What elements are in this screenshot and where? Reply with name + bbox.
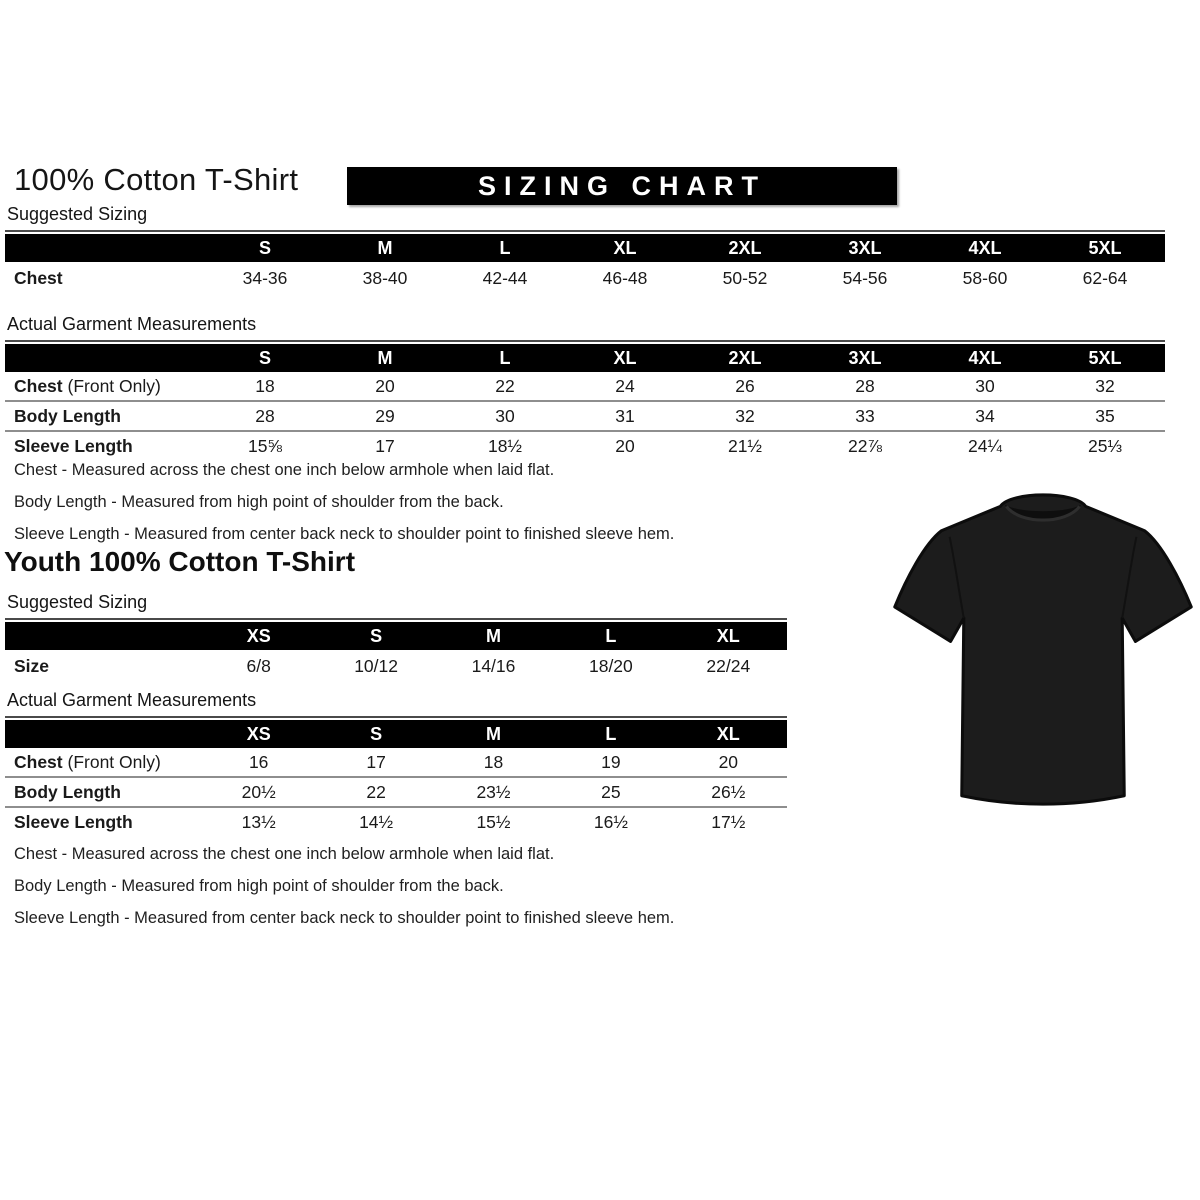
table-cell: 18 — [483, 751, 504, 772]
table-cell: 32 — [735, 405, 755, 426]
adult-measurement-notes — [14, 461, 674, 557]
table-row — [5, 806, 787, 836]
youth-actual-measurements-section — [5, 690, 787, 836]
table-header-row — [5, 720, 787, 748]
column-header: S — [258, 237, 271, 258]
table-cell: 31 — [615, 405, 635, 426]
column-header: S — [258, 347, 271, 368]
row-label-text: Chest — [14, 375, 63, 396]
row-label-text: Body Length — [14, 781, 121, 802]
table-row — [5, 748, 787, 776]
column-header: 3XL — [848, 237, 882, 258]
table-cell: 14/16 — [471, 656, 516, 676]
row-label — [5, 752, 200, 773]
row-label — [5, 782, 200, 803]
table-cell: 26½ — [711, 781, 746, 802]
column-header: XL — [716, 625, 740, 646]
note-line: Sleeve Length - Measured from center back neck to shoulder point to finished sleeve hem. — [14, 525, 675, 543]
section-label: Actual Garment Measurements — [5, 314, 1165, 342]
adult-actual-measurements-table — [5, 344, 1165, 460]
column-header: L — [499, 237, 511, 258]
section-label: Suggested Sizing — [5, 204, 1165, 232]
youth-actual-measurements-table — [5, 720, 787, 836]
table-cell: 18½ — [487, 435, 523, 456]
section-label: Actual Garment Measurements — [5, 690, 787, 718]
column-header: M — [485, 723, 501, 744]
row-label-suffix: (Front Only) — [62, 751, 161, 772]
column-header: 4XL — [968, 237, 1002, 258]
table-cell: 24¼ — [967, 435, 1003, 456]
page-title: 100% Cotton T-Shirt — [14, 162, 299, 197]
table-cell: 18 — [255, 375, 275, 396]
table-row — [5, 400, 1165, 430]
table-cell: 13½ — [241, 811, 276, 832]
table-cell: 22⅞ — [847, 435, 883, 456]
section-label: Suggested Sizing — [5, 592, 787, 620]
table-cell: 29 — [375, 405, 395, 426]
table-row — [5, 430, 1165, 460]
column-header: M — [485, 625, 501, 646]
table-cell: 20 — [718, 751, 739, 772]
table-cell: 28 — [855, 375, 875, 396]
table-cell: 30 — [975, 375, 995, 396]
table-cell: 26 — [735, 375, 755, 396]
table-cell: 34-36 — [242, 268, 288, 288]
black-tshirt-image — [890, 482, 1196, 812]
column-header: XS — [246, 625, 271, 646]
table-cell: 15⅝ — [247, 435, 283, 456]
column-header: XL — [716, 723, 740, 744]
table-cell: 22 — [366, 781, 386, 802]
table-cell: 54-56 — [842, 268, 888, 288]
table-cell: 38-40 — [362, 268, 408, 288]
row-label — [5, 656, 200, 677]
table-cell: 18/20 — [588, 656, 633, 676]
table-row — [5, 262, 1165, 295]
note-line: Chest - Measured across the chest one inch below armhole when laid flat. — [14, 845, 555, 863]
table-cell: 42-44 — [482, 268, 528, 288]
column-header: L — [499, 347, 511, 368]
table-cell: 20 — [375, 375, 395, 396]
note-line: Chest - Measured across the chest one inch below armhole when laid flat. — [14, 461, 555, 479]
adult-actual-measurements-section — [5, 314, 1165, 460]
table-cell: 35 — [1095, 405, 1115, 426]
column-header: M — [377, 347, 393, 368]
row-label — [5, 436, 205, 457]
row-label-text: Body Length — [14, 405, 121, 426]
column-header: XL — [613, 347, 637, 368]
table-row — [5, 776, 787, 806]
table-cell: 17 — [375, 435, 395, 456]
row-label — [5, 812, 200, 833]
column-header: XL — [613, 237, 637, 258]
table-cell: 33 — [855, 405, 875, 426]
row-label — [5, 406, 205, 427]
column-header: L — [605, 723, 617, 744]
column-header: M — [377, 237, 393, 258]
row-label-text: Sleeve Length — [14, 435, 133, 456]
table-cell: 32 — [1095, 375, 1115, 396]
adult-suggested-sizing-table — [5, 234, 1165, 295]
table-cell: 28 — [255, 405, 275, 426]
table-header-row — [5, 344, 1165, 372]
row-label-text: Chest — [14, 268, 63, 288]
table-header-row — [5, 234, 1165, 262]
youth-suggested-sizing-table — [5, 622, 787, 683]
column-header: 2XL — [728, 347, 762, 368]
table-row — [5, 372, 1165, 400]
table-row — [5, 650, 787, 683]
sizing-chart-banner — [347, 167, 897, 205]
row-label-text: Chest — [14, 751, 63, 772]
column-header: 4XL — [968, 347, 1002, 368]
table-cell: 17 — [366, 751, 386, 772]
table-cell: 30 — [495, 405, 515, 426]
table-cell: 46-48 — [602, 268, 648, 288]
table-cell: 24 — [615, 375, 635, 396]
column-header: 3XL — [848, 347, 882, 368]
table-cell: 34 — [975, 405, 995, 426]
table-cell: 17½ — [711, 811, 746, 832]
youth-suggested-sizing-section — [5, 592, 787, 683]
table-cell: 6/8 — [246, 656, 271, 676]
row-label — [5, 268, 205, 289]
table-cell: 22 — [495, 375, 515, 396]
table-cell: 14½ — [359, 811, 394, 832]
column-header: S — [370, 625, 383, 646]
row-label-text: Sleeve Length — [14, 811, 133, 832]
column-header: S — [370, 723, 383, 744]
table-cell: 50-52 — [722, 268, 768, 288]
table-cell: 16 — [248, 751, 269, 772]
note-line: Sleeve Length - Measured from center back neck to shoulder point to finished sleeve hem. — [14, 909, 675, 927]
column-header: XS — [246, 723, 271, 744]
row-label-suffix: (Front Only) — [62, 375, 161, 396]
table-cell: 25 — [601, 781, 621, 802]
column-header: 5XL — [1088, 347, 1122, 368]
table-cell: 23½ — [476, 781, 511, 802]
table-cell: 25⅓ — [1087, 435, 1123, 456]
sizing-chart-banner-label: SIZING CHART — [478, 170, 766, 201]
column-header: L — [605, 625, 617, 646]
row-label — [5, 376, 205, 397]
table-cell: 16½ — [593, 811, 628, 832]
adult-suggested-sizing-section — [5, 204, 1165, 295]
table-cell: 62-64 — [1082, 268, 1128, 288]
row-label-text: Size — [14, 656, 50, 676]
note-line: Body Length - Measured from high point of shoulder from the back. — [14, 877, 504, 895]
youth-title: Youth 100% Cotton T-Shirt — [4, 546, 356, 577]
table-cell: 10/12 — [354, 656, 398, 676]
table-cell: 58-60 — [962, 268, 1008, 288]
table-cell: 19 — [601, 751, 621, 772]
column-header: 2XL — [728, 237, 762, 258]
table-cell: 20½ — [241, 781, 276, 802]
table-cell: 21½ — [727, 435, 763, 456]
table-cell: 15½ — [476, 811, 511, 832]
table-cell: 22/24 — [706, 656, 751, 676]
tshirt-body — [895, 495, 1191, 804]
youth-measurement-notes — [14, 845, 674, 941]
table-cell: 20 — [615, 435, 635, 456]
table-header-row — [5, 622, 787, 650]
note-line: Body Length - Measured from high point of shoulder from the back. — [14, 493, 504, 511]
column-header: 5XL — [1088, 237, 1122, 258]
